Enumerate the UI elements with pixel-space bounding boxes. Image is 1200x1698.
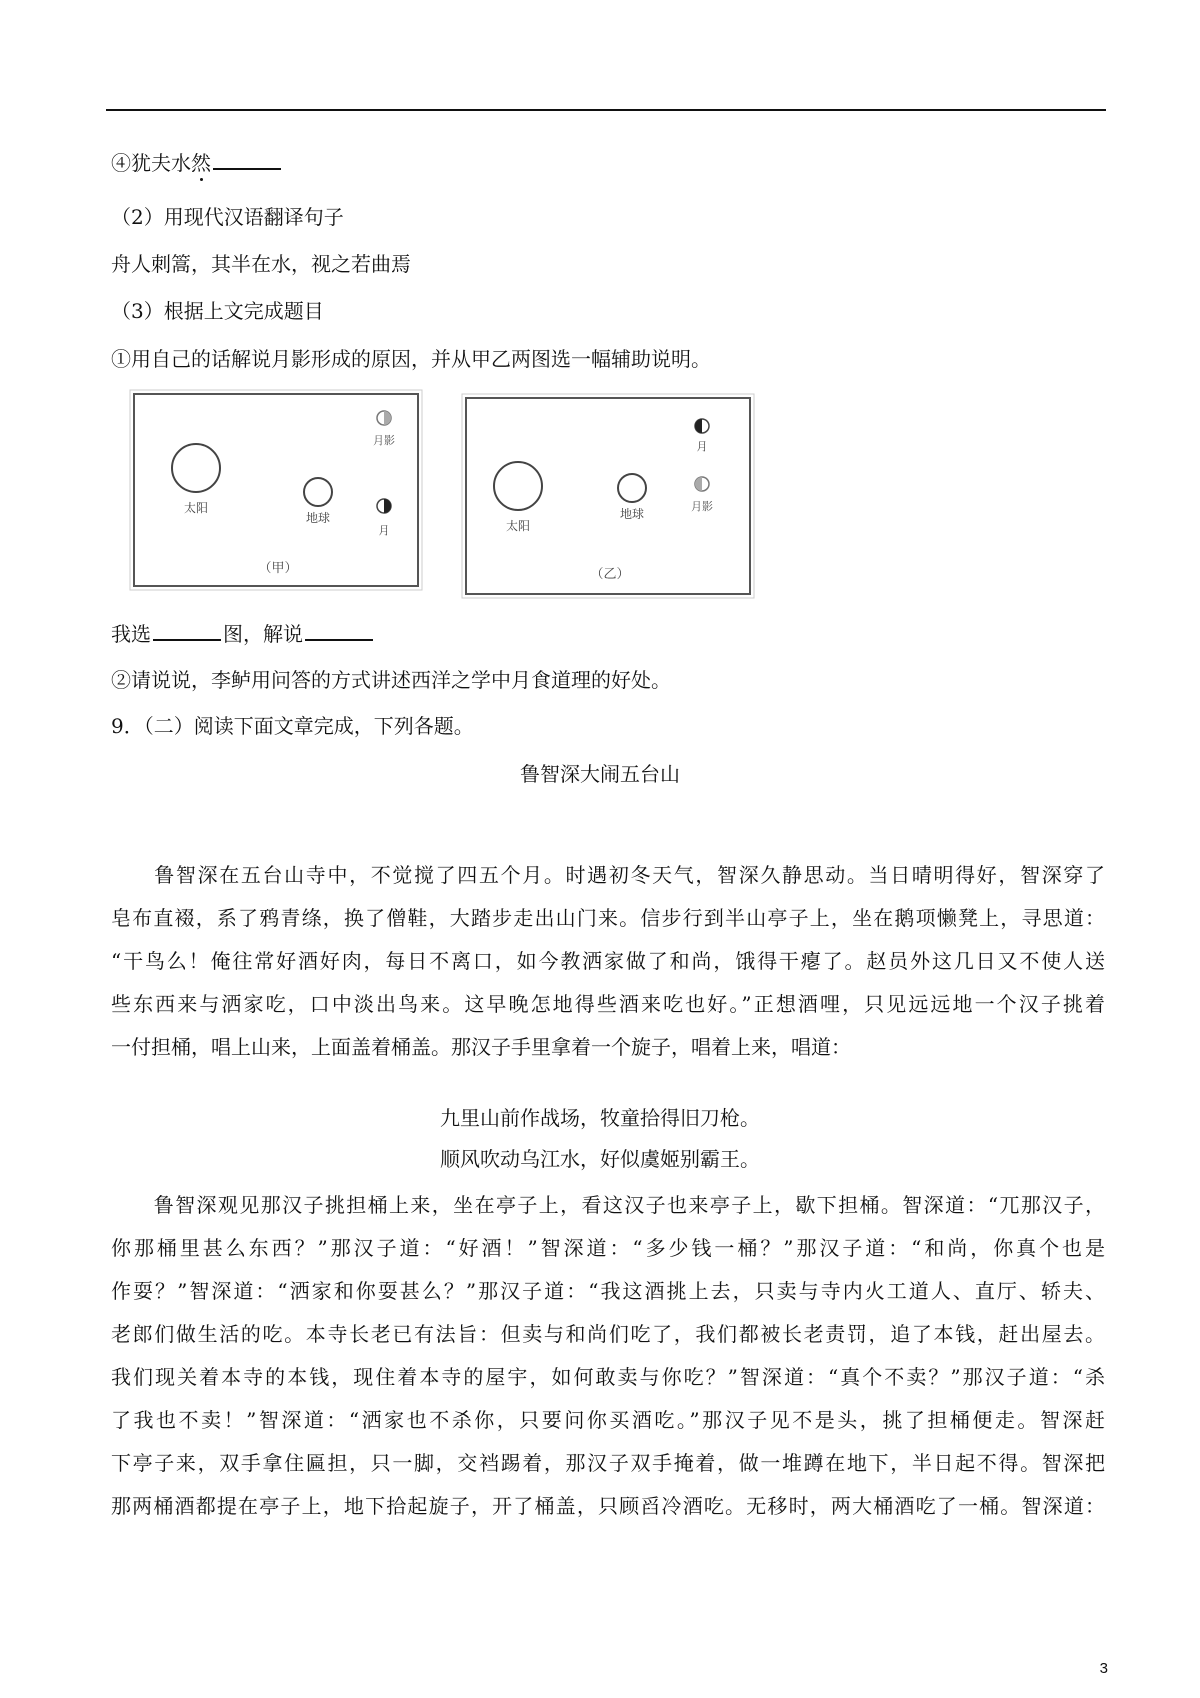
question-3-2: ②请说说，李鲈用问答的方式讲述西洋之学中月食道理的好处。 [111, 668, 671, 692]
sun-icon [172, 444, 220, 492]
paragraph-2 [111, 1184, 1105, 1528]
paragraph-line: 了我也不卖！”智深道：“洒家也不杀你，只要问你买酒吃。”那汉子见不是头，挑了担桶便走。智深赶 [111, 1408, 1105, 1432]
moon-label: 月 [378, 524, 390, 537]
paragraph-line: 鲁智深观见那汉子挑担桶上来，坐在亭子上，看这汉子也来亭子上，歇下担桶。智深道：“兀那汉子， [111, 1193, 1105, 1217]
earth-icon [304, 478, 332, 506]
paragraph-line: 那两桶酒都提在亭子上，地下拾起旋子，开了桶盖，只顾舀冷酒吃。无移时，两大桶酒吃了一桶。智深道： [111, 1494, 1105, 1518]
paragraph-line: 些东西来与洒家吃，口中淡出鸟来。这早晚怎地得些酒来吃也好。”正想酒哩，只见远远地一个汉子挑着 [111, 992, 1105, 1016]
figure-yi [460, 392, 760, 608]
moon-shadow-label: 月影 [691, 500, 713, 513]
emphasized-character: 然 [191, 151, 211, 175]
moon-label: 月 [696, 440, 708, 453]
poem-line: 顺风吹动乌江水，好似虞姬别霸王。 [440, 1147, 760, 1171]
explanation-blank[interactable] [305, 619, 373, 641]
poem-line: 九里山前作战场，牧童拾得旧刀枪。 [440, 1106, 760, 1130]
sun-label: 太阳 [183, 501, 209, 515]
question-2-heading: （2）用现代汉语翻译句子 [111, 205, 344, 229]
question-4-prefix: ④犹夫水 [111, 151, 191, 175]
sun-label: 太阳 [505, 519, 531, 533]
question-3-1: ①用自己的话解说月影形成的原因，并从甲乙两图选一幅辅助说明。 [111, 347, 711, 371]
paragraph-line: 下亭子来，双手拿住匾担，只一脚，交裆踢着，那汉子双手掩着，做一堆蹲在地下，半日起不得。智深把 [111, 1451, 1105, 1475]
question-9-heading: 9．（二）阅读下面文章完成，下列各题。 [111, 714, 474, 738]
header-rule [106, 109, 1106, 111]
paragraph-line: 作耍？”智深道：“洒家和你耍甚么？”那汉子道：“我这酒挑上去，只卖与寺内火工道人、直厅、轿夫、 [111, 1279, 1105, 1303]
earth-icon [618, 474, 646, 502]
figure-caption: （甲） [258, 561, 298, 576]
paragraph-line: 一付担桶，唱上山来，上面盖着桶盖。那汉子手里拿着一个旋子，唱着上来，唱道： [111, 1035, 851, 1059]
choice-middle: 图，解说 [223, 622, 303, 646]
paragraph-line: 鲁智深在五台山寺中，不觉搅了四五个月。时遇初冬天气，智深久静思动。当日晴明得好，智深穿了 [111, 863, 1105, 887]
paragraph-1 [111, 854, 1105, 1069]
figure-jia [128, 388, 428, 600]
earth-label: 地球 [305, 511, 331, 525]
sun-icon [494, 462, 542, 510]
question-4-line [111, 148, 1110, 177]
paragraph-line: “干鸟么！俺往常好酒好肉，每日不离口，如今教洒家做了和尚，饿得干瘪了。赵员外这几日又不使人送 [111, 949, 1105, 973]
question-3-heading: （3）根据上文完成题目 [111, 299, 324, 323]
choice-prefix: 我选 [111, 622, 151, 646]
figure-caption: （乙） [590, 567, 630, 582]
choice-line [111, 619, 1110, 648]
earth-label: 地球 [619, 507, 645, 521]
moon-shadow-label: 月影 [373, 434, 395, 447]
page-number: 3 [1099, 1660, 1108, 1677]
article-title: 鲁智深大闹五台山 [520, 762, 680, 786]
translate-sentence: 舟人刺篙，其半在水，视之若曲焉 [111, 252, 411, 276]
paragraph-line: 我们现关着本寺的本钱，现住着本寺的屋宇，如何敢卖与你吃？”智深道：“真个不卖？”那汉子道：“杀 [111, 1365, 1105, 1389]
paragraph-line: 老郎们做生活的吃。本寺长老已有法旨：但卖与和尚们吃了，我们都被长老责罚，追了本钱，赶出屋去。 [111, 1322, 1105, 1346]
paragraph-line: 你那桶里甚么东西？”那汉子道：“好酒！”智深道：“多少钱一桶？”那汉子道：“和尚，你真个也是 [111, 1236, 1105, 1260]
answer-blank[interactable] [213, 148, 281, 170]
paragraph-line: 皂布直裰，系了鸦青绦，换了僧鞋，大踏步走出山门来。信步行到半山亭子上，坐在鹅项懒凳上，寻思道： [111, 906, 1105, 930]
figure-choice-blank[interactable] [153, 619, 221, 641]
